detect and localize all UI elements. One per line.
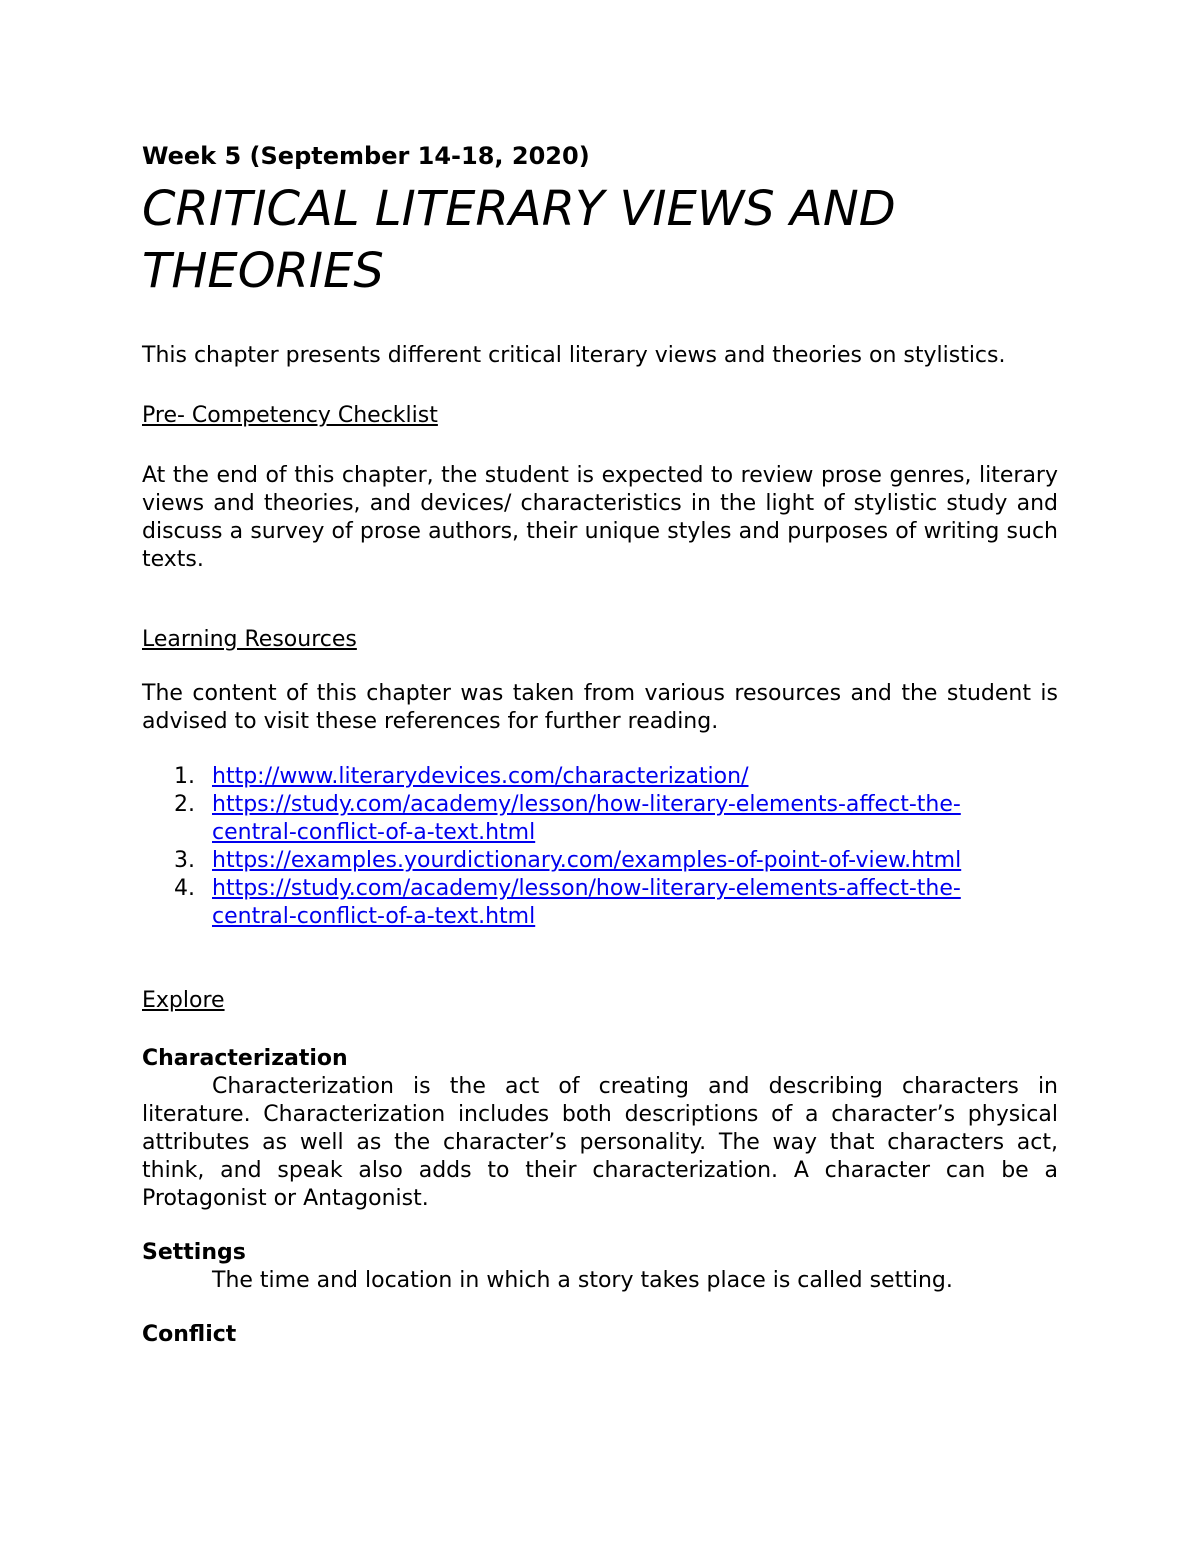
reference-list — [142, 763, 1058, 931]
page-title-line-2: THEORIES — [142, 243, 384, 299]
reference-item — [174, 847, 1058, 875]
reference-number: 1. — [174, 764, 195, 789]
reference-item — [174, 791, 1058, 847]
reference-link-4-continued[interactable]: central-conflict-of-a-text.html — [212, 904, 536, 929]
pre-competency-heading: Pre- Competency Checklist — [142, 403, 438, 428]
reference-link-3[interactable]: https://examples.yourdictionary.com/examples-of-point-of-view.html — [212, 848, 962, 873]
reference-link-1[interactable]: http://www.literarydevices.com/characterization/ — [212, 764, 749, 789]
reference-number: 2. — [174, 792, 195, 817]
reference-number: 4. — [174, 876, 195, 901]
conflict-term: Conflict — [142, 1322, 237, 1347]
learning-resources-heading: Learning Resources — [142, 627, 357, 652]
page-title-line-1: CRITICAL LITERARY VIEWS AND — [142, 181, 896, 237]
week-heading: Week 5 (September 14-18, 2020) — [142, 142, 590, 170]
reference-item — [174, 763, 1058, 791]
characterization-paragraph: Characterization is the act of creating and describing characters in literature. Characterization includes both descriptions of a character’s physical attributes as well as the character’s personality. The way that characters act, think, and speak also adds to their characterization. A character can be a Protagonist or Antagonist. — [142, 1074, 1058, 1211]
reference-link-2-continued[interactable]: central-conflict-of-a-text.html — [212, 820, 536, 845]
reference-item — [174, 875, 1058, 931]
intro-paragraph: This chapter presents different critical literary views and theories on stylistics. — [142, 343, 1006, 368]
pre-competency-paragraph: At the end of this chapter, the student is expected to review prose genres, literary views and theories, and devices/ characteristics in the light of stylistic study and discuss a survey of prose authors, their unique styles and purposes of writing such texts. — [142, 463, 1058, 572]
reference-link-2[interactable]: https://study.com/academy/lesson/how-literary-elements-affect-the- — [212, 792, 961, 817]
settings-paragraph: The time and location in which a story takes place is called setting. — [212, 1268, 953, 1293]
settings-term: Settings — [142, 1240, 246, 1265]
reference-link-4[interactable]: https://study.com/academy/lesson/how-literary-elements-affect-the- — [212, 876, 961, 901]
learning-resources-paragraph: The content of this chapter was taken from various resources and the student is advised to visit these references for further reading. — [142, 681, 1058, 734]
page-title — [142, 178, 1058, 302]
characterization-term: Characterization — [142, 1046, 348, 1071]
reference-number: 3. — [174, 848, 195, 873]
explore-heading: Explore — [142, 988, 225, 1013]
document-page — [142, 140, 1058, 1349]
